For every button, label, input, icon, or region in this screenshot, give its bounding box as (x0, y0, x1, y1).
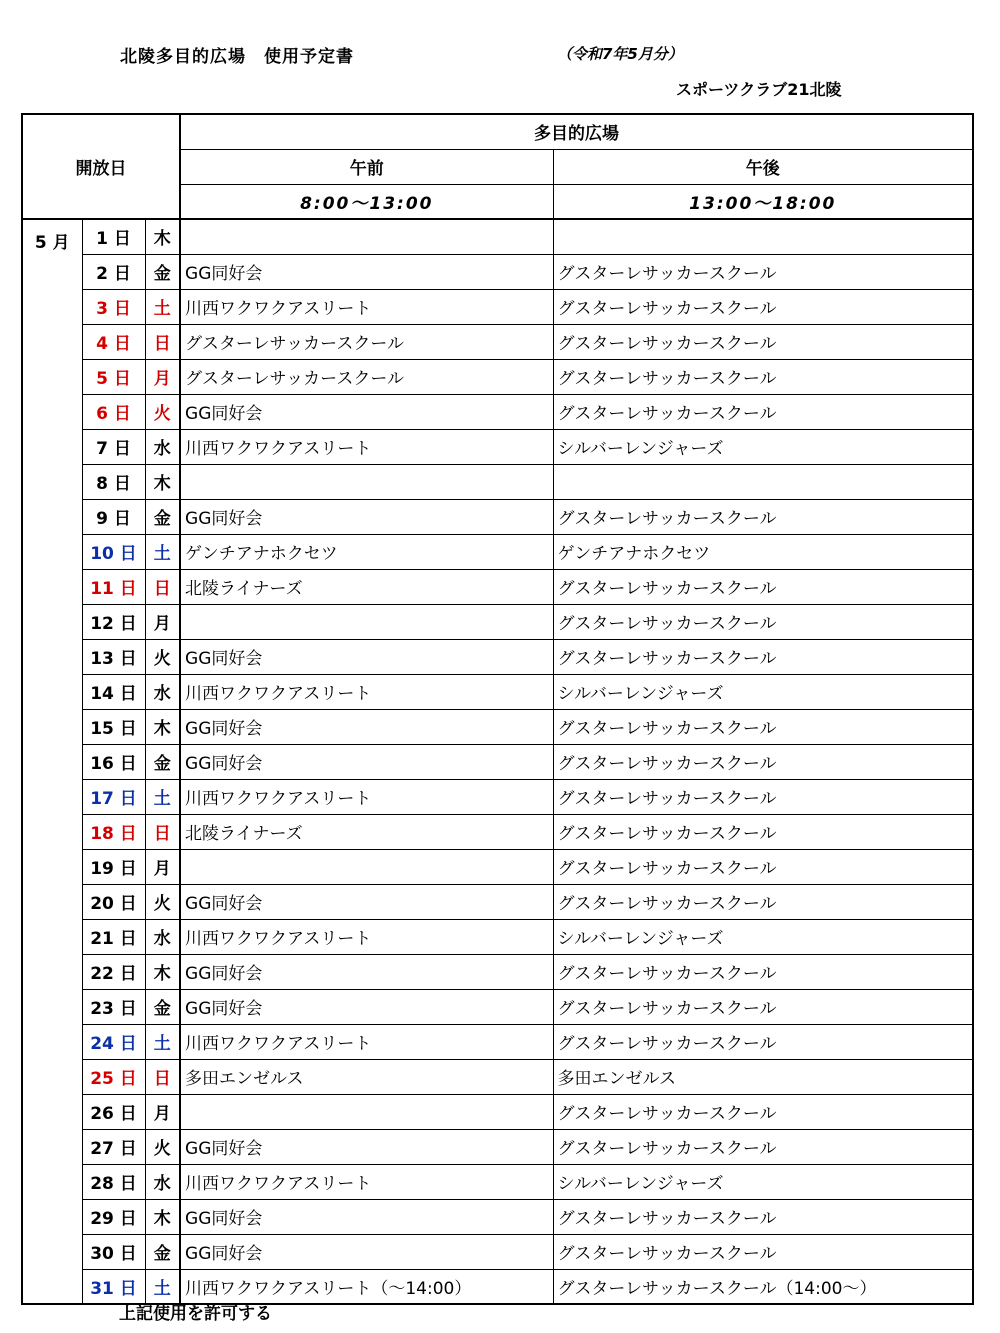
day-cell: 27 日 (82, 1129, 145, 1164)
pm-booking-cell: グスターレサッカースクール (553, 884, 973, 919)
header-venue: 多目的広場 (180, 114, 973, 149)
document-title: 北陵多目的広場 使用予定書 (120, 47, 354, 67)
day-cell: 25 日 (82, 1059, 145, 1094)
table-row (22, 954, 973, 989)
weekday-cell: 金 (145, 254, 180, 289)
header-am-time: 8:00～13:00 (180, 184, 553, 219)
pm-booking-cell: グスターレサッカースクール (553, 499, 973, 534)
weekday-cell: 土 (145, 289, 180, 324)
pm-booking-cell: 多田エンゼルス (553, 1059, 973, 1094)
day-cell: 3 日 (82, 289, 145, 324)
am-booking-cell: 川西ワクワクアスリート (180, 289, 553, 324)
weekday-cell: 土 (145, 1024, 180, 1059)
pm-booking-cell: グスターレサッカースクール (553, 779, 973, 814)
pm-booking-cell: グスターレサッカースクール (553, 744, 973, 779)
schedule-table (21, 113, 974, 1305)
am-booking-cell: 川西ワクワクアスリート (180, 429, 553, 464)
day-cell: 10 日 (82, 534, 145, 569)
table-row (22, 394, 973, 429)
pm-booking-cell: グスターレサッカースクール（14:00～） (553, 1269, 973, 1304)
day-cell: 24 日 (82, 1024, 145, 1059)
schedule-body (22, 219, 973, 1304)
am-booking-cell: GG同好会 (180, 989, 553, 1024)
am-booking-cell (180, 849, 553, 884)
pm-booking-cell: グスターレサッカースクール (553, 709, 973, 744)
day-cell: 7 日 (82, 429, 145, 464)
weekday-cell: 金 (145, 1234, 180, 1269)
day-cell: 16 日 (82, 744, 145, 779)
document-period: （令和7年5月分） (557, 45, 683, 63)
day-cell: 28 日 (82, 1164, 145, 1199)
table-row (22, 1024, 973, 1059)
header-pm: 午後 (553, 149, 973, 184)
am-booking-cell (180, 1094, 553, 1129)
table-row (22, 1234, 973, 1269)
pm-booking-cell: シルバーレンジャーズ (553, 919, 973, 954)
weekday-cell: 日 (145, 1059, 180, 1094)
weekday-cell: 水 (145, 1164, 180, 1199)
day-cell: 31 日 (82, 1269, 145, 1304)
pm-booking-cell: ゲンチアナホクセツ (553, 534, 973, 569)
weekday-cell: 月 (145, 359, 180, 394)
table-row (22, 534, 973, 569)
table-row (22, 359, 973, 394)
weekday-cell: 木 (145, 709, 180, 744)
day-cell: 20 日 (82, 884, 145, 919)
day-cell: 1 日 (82, 219, 145, 254)
weekday-cell: 金 (145, 744, 180, 779)
table-row (22, 604, 973, 639)
weekday-cell: 水 (145, 919, 180, 954)
weekday-cell: 木 (145, 954, 180, 989)
table-row (22, 849, 973, 884)
pm-booking-cell: グスターレサッカースクール (553, 289, 973, 324)
pm-booking-cell: グスターレサッカースクール (553, 954, 973, 989)
weekday-cell: 月 (145, 849, 180, 884)
am-booking-cell: 川西ワクワクアスリート (180, 1164, 553, 1199)
pm-booking-cell: グスターレサッカースクール (553, 604, 973, 639)
am-booking-cell (180, 464, 553, 499)
pm-booking-cell: グスターレサッカースクール (553, 989, 973, 1024)
weekday-cell: 火 (145, 1129, 180, 1164)
weekday-cell: 土 (145, 779, 180, 814)
am-booking-cell: GG同好会 (180, 954, 553, 989)
am-booking-cell: 川西ワクワクアスリート (180, 674, 553, 709)
pm-booking-cell: グスターレサッカースクール (553, 849, 973, 884)
am-booking-cell: GG同好会 (180, 254, 553, 289)
pm-booking-cell: グスターレサッカースクール (553, 1094, 973, 1129)
am-booking-cell: グスターレサッカースクール (180, 359, 553, 394)
day-cell: 19 日 (82, 849, 145, 884)
table-row (22, 709, 973, 744)
table-row (22, 324, 973, 359)
weekday-cell: 日 (145, 814, 180, 849)
table-row (22, 1094, 973, 1129)
table-row (22, 499, 973, 534)
table-row (22, 674, 973, 709)
day-cell: 18 日 (82, 814, 145, 849)
table-row (22, 884, 973, 919)
table-row (22, 989, 973, 1024)
header-open-day: 開放日 (22, 114, 180, 219)
day-cell: 2 日 (82, 254, 145, 289)
pm-booking-cell: グスターレサッカースクール (553, 1129, 973, 1164)
month-label: 5 月 (22, 219, 82, 1304)
organization-name: スポーツクラブ21北陵 (676, 80, 842, 99)
table-row (22, 814, 973, 849)
pm-booking-cell: グスターレサッカースクール (553, 394, 973, 429)
weekday-cell: 火 (145, 394, 180, 429)
approval-text: 上記使用を許可する (119, 1304, 272, 1324)
am-booking-cell: 北陵ライナーズ (180, 569, 553, 604)
pm-booking-cell: シルバーレンジャーズ (553, 429, 973, 464)
day-cell: 14 日 (82, 674, 145, 709)
pm-booking-cell (553, 219, 973, 254)
table-row (22, 1129, 973, 1164)
pm-booking-cell (553, 464, 973, 499)
table-row (22, 779, 973, 814)
weekday-cell: 日 (145, 324, 180, 359)
am-booking-cell: 川西ワクワクアスリート（～14:00） (180, 1269, 553, 1304)
am-booking-cell: 川西ワクワクアスリート (180, 779, 553, 814)
am-booking-cell: GG同好会 (180, 744, 553, 779)
pm-booking-cell: シルバーレンジャーズ (553, 1164, 973, 1199)
day-cell: 15 日 (82, 709, 145, 744)
weekday-cell: 木 (145, 1199, 180, 1234)
day-cell: 23 日 (82, 989, 145, 1024)
pm-booking-cell: グスターレサッカースクール (553, 359, 973, 394)
am-booking-cell: ゲンチアナホクセツ (180, 534, 553, 569)
table-row (22, 219, 973, 254)
pm-booking-cell: グスターレサッカースクール (553, 1024, 973, 1059)
am-booking-cell: グスターレサッカースクール (180, 324, 553, 359)
am-booking-cell (180, 219, 553, 254)
day-cell: 17 日 (82, 779, 145, 814)
table-row (22, 1164, 973, 1199)
weekday-cell: 火 (145, 884, 180, 919)
weekday-cell: 水 (145, 429, 180, 464)
day-cell: 9 日 (82, 499, 145, 534)
day-cell: 30 日 (82, 1234, 145, 1269)
weekday-cell: 土 (145, 534, 180, 569)
am-booking-cell: GG同好会 (180, 1129, 553, 1164)
day-cell: 26 日 (82, 1094, 145, 1129)
day-cell: 22 日 (82, 954, 145, 989)
header-pm-time: 13:00～18:00 (553, 184, 973, 219)
pm-booking-cell: グスターレサッカースクール (553, 1234, 973, 1269)
table-row (22, 569, 973, 604)
weekday-cell: 月 (145, 1094, 180, 1129)
day-cell: 13 日 (82, 639, 145, 674)
day-cell: 21 日 (82, 919, 145, 954)
table-row (22, 919, 973, 954)
am-booking-cell (180, 604, 553, 639)
am-booking-cell: GG同好会 (180, 1199, 553, 1234)
table-row (22, 254, 973, 289)
weekday-cell: 水 (145, 674, 180, 709)
day-cell: 6 日 (82, 394, 145, 429)
day-cell: 29 日 (82, 1199, 145, 1234)
am-booking-cell: GG同好会 (180, 709, 553, 744)
weekday-cell: 金 (145, 989, 180, 1024)
am-booking-cell: 多田エンゼルス (180, 1059, 553, 1094)
am-booking-cell: 川西ワクワクアスリート (180, 1024, 553, 1059)
pm-booking-cell: シルバーレンジャーズ (553, 674, 973, 709)
table-row (22, 1199, 973, 1234)
day-cell: 8 日 (82, 464, 145, 499)
header-am: 午前 (180, 149, 553, 184)
weekday-cell: 日 (145, 569, 180, 604)
pm-booking-cell: グスターレサッカースクール (553, 639, 973, 674)
table-row (22, 464, 973, 499)
day-cell: 11 日 (82, 569, 145, 604)
table-row (22, 429, 973, 464)
weekday-cell: 月 (145, 604, 180, 639)
am-booking-cell: 川西ワクワクアスリート (180, 919, 553, 954)
am-booking-cell: 北陵ライナーズ (180, 814, 553, 849)
pm-booking-cell: グスターレサッカースクール (553, 1199, 973, 1234)
weekday-cell: 土 (145, 1269, 180, 1304)
am-booking-cell: GG同好会 (180, 884, 553, 919)
table-row (22, 744, 973, 779)
weekday-cell: 木 (145, 219, 180, 254)
pm-booking-cell: グスターレサッカースクール (553, 569, 973, 604)
am-booking-cell: GG同好会 (180, 1234, 553, 1269)
am-booking-cell: GG同好会 (180, 499, 553, 534)
weekday-cell: 木 (145, 464, 180, 499)
day-cell: 5 日 (82, 359, 145, 394)
day-cell: 12 日 (82, 604, 145, 639)
day-cell: 4 日 (82, 324, 145, 359)
table-row (22, 639, 973, 674)
weekday-cell: 火 (145, 639, 180, 674)
weekday-cell: 金 (145, 499, 180, 534)
am-booking-cell: GG同好会 (180, 394, 553, 429)
table-row (22, 1059, 973, 1094)
pm-booking-cell: グスターレサッカースクール (553, 254, 973, 289)
pm-booking-cell: グスターレサッカースクール (553, 324, 973, 359)
pm-booking-cell: グスターレサッカースクール (553, 814, 973, 849)
am-booking-cell: GG同好会 (180, 639, 553, 674)
table-row (22, 289, 973, 324)
